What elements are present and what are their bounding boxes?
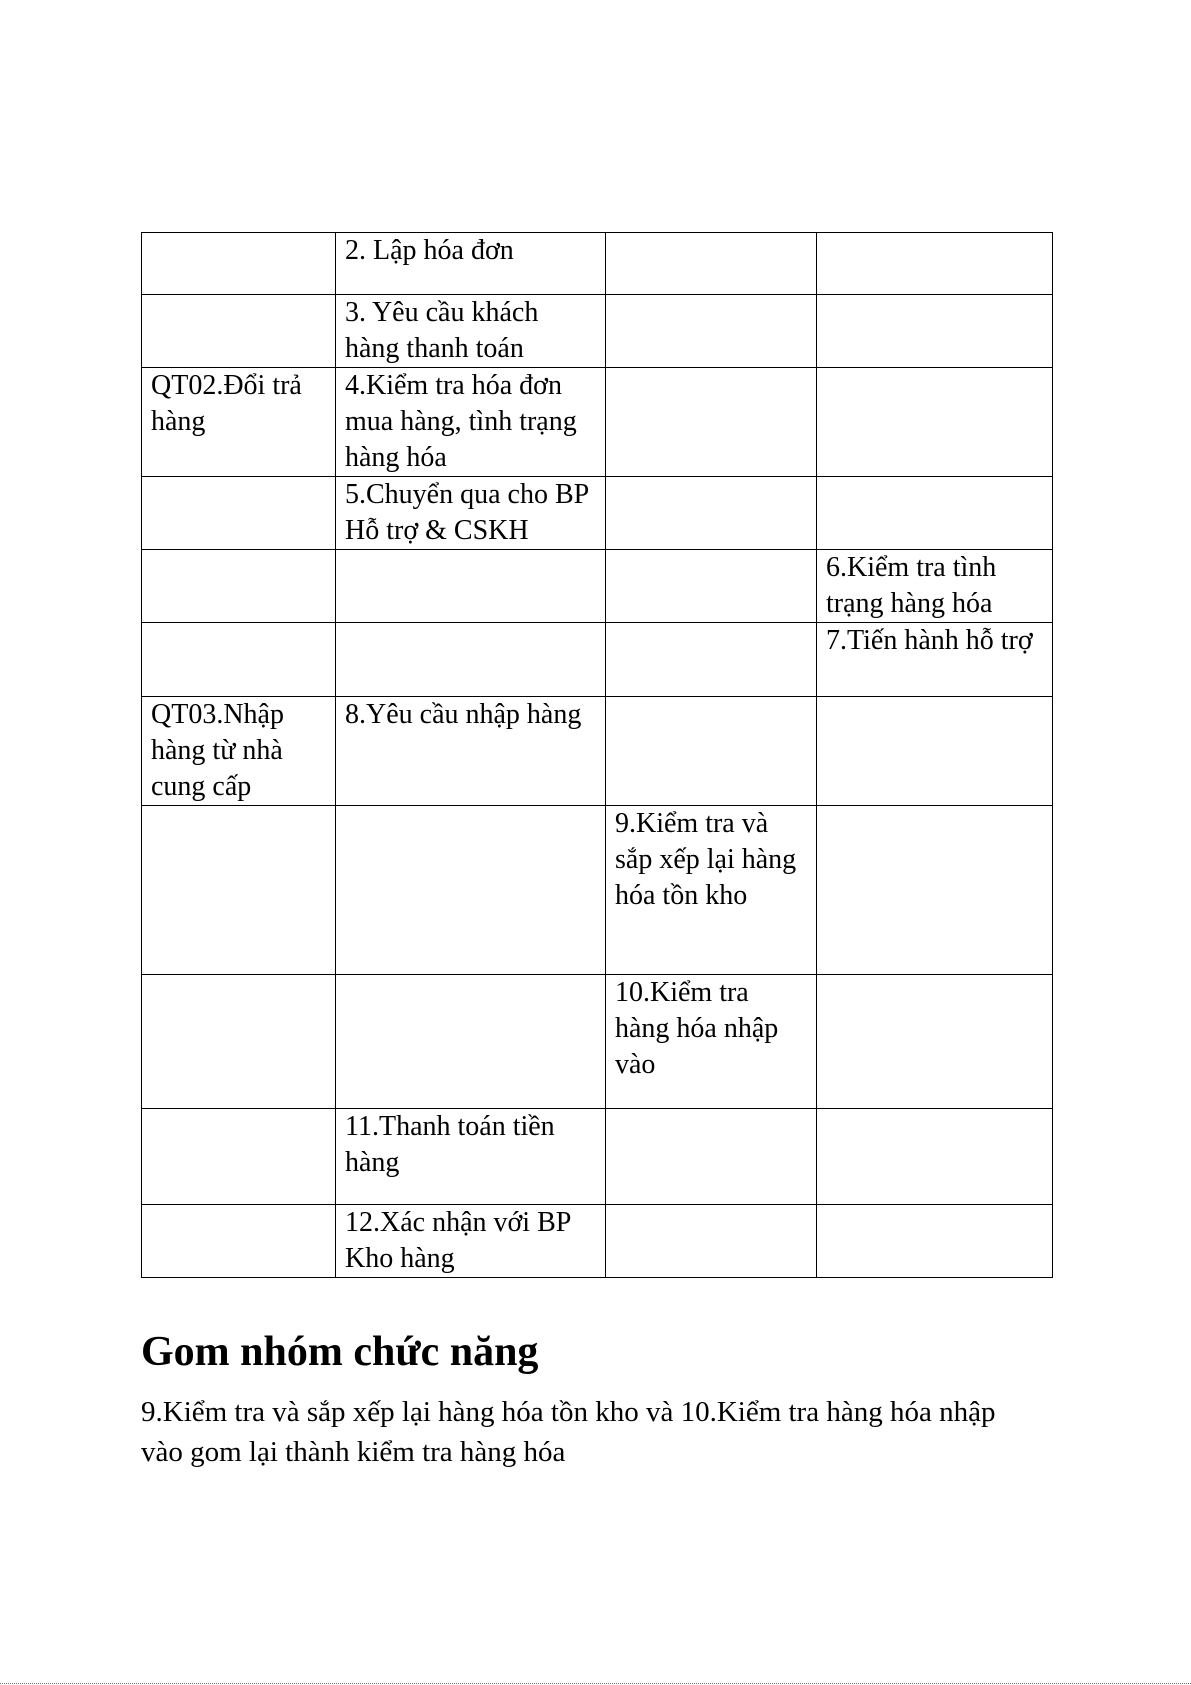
table-cell (142, 477, 336, 550)
table-cell (336, 550, 606, 623)
table-cell (817, 806, 1053, 975)
table-cell (817, 1109, 1053, 1205)
table-row (142, 697, 1053, 806)
table-cell (606, 550, 817, 623)
table-cell: 12.Xác nhận với BP Kho hàng (336, 1205, 606, 1278)
table-cell: 8.Yêu cầu nhập hàng (336, 697, 606, 806)
table-cell (817, 477, 1053, 550)
table-cell: 2. Lập hóa đơn (336, 233, 606, 295)
table-cell (606, 623, 817, 697)
table-cell (142, 623, 336, 697)
table-cell (606, 368, 817, 477)
table-cell: 4.Kiểm tra hóa đơn mua hàng, tình trạng hàng hóa (336, 368, 606, 477)
table-cell (336, 975, 606, 1109)
table-cell (817, 697, 1053, 806)
table-row (142, 1205, 1053, 1278)
table-cell (142, 975, 336, 1109)
table-cell (606, 697, 817, 806)
table-cell (817, 368, 1053, 477)
table-cell (817, 233, 1053, 295)
table-cell (606, 295, 817, 368)
table-cell (817, 295, 1053, 368)
table-cell: 10.Kiểm tra hàng hóa nhập vào (606, 975, 817, 1109)
table-row (142, 233, 1053, 295)
table-cell: QT02.Đổi trả hàng (142, 368, 336, 477)
table-row (142, 477, 1053, 550)
table-cell: 6.Kiểm tra tình trạng hàng hóa (817, 550, 1053, 623)
table-cell (142, 550, 336, 623)
table-cell (336, 806, 606, 975)
table-row (142, 975, 1053, 1109)
table-row (142, 550, 1053, 623)
table-cell (606, 233, 817, 295)
table-cell (606, 1109, 817, 1205)
table-row (142, 295, 1053, 368)
table-cell: 3. Yêu cầu khách hàng thanh toán (336, 295, 606, 368)
table-cell (142, 1205, 336, 1278)
table-cell (606, 1205, 817, 1278)
table-cell: 9.Kiểm tra và sắp xếp lại hàng hóa tồn kho (606, 806, 817, 975)
table-row (142, 1109, 1053, 1205)
table-cell: 11.Thanh toán tiền hàng (336, 1109, 606, 1205)
section-heading: Gom nhóm chức năng (141, 1329, 539, 1375)
table-cell (336, 623, 606, 697)
table-cell (142, 233, 336, 295)
table-cell (142, 295, 336, 368)
table-cell (606, 477, 817, 550)
table-cell: 5.Chuyển qua cho BP Hỗ trợ & CSKH (336, 477, 606, 550)
table-cell: 7.Tiến hành hỗ trợ (817, 623, 1053, 697)
table-row (142, 806, 1053, 975)
table-cell (142, 1109, 336, 1205)
table-row (142, 623, 1053, 697)
table-cell: QT03.Nhập hàng từ nhà cung cấp (142, 697, 336, 806)
process-table (141, 232, 1053, 1278)
table-cell (817, 1205, 1053, 1278)
table-cell (817, 975, 1053, 1109)
section-paragraph: 9.Kiểm tra và sắp xếp lại hàng hóa tồn kho và 10.Kiểm tra hàng hóa nhập vào gom lại thành kiểm tra hàng hóa (141, 1396, 996, 1468)
table-row (142, 368, 1053, 477)
table-cell (142, 806, 336, 975)
